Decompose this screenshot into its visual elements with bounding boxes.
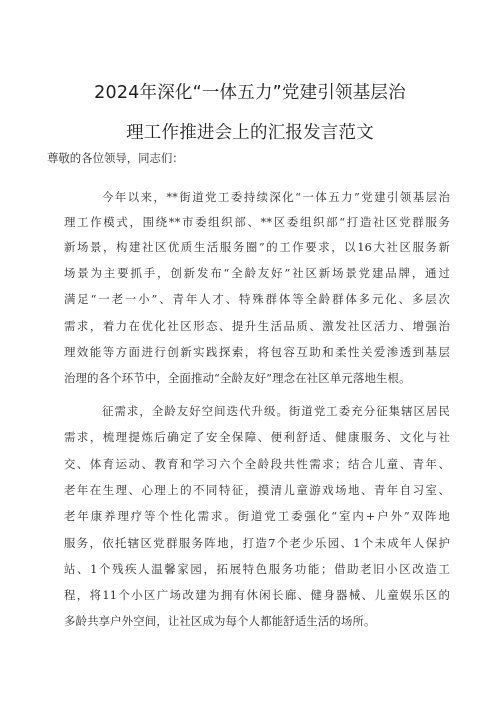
document-title-line-2: 理工作推进会上的汇报发言范文 — [126, 123, 374, 143]
paragraph-1-line: 需求，着力在优化社区形态、提升生活品质、激发社区活力、增强治 — [64, 319, 450, 333]
paragraph-2-line: 站、1个残疾人温馨家园，拓展特色服务功能；借助老旧小区改造工 — [64, 562, 450, 576]
paragraph-2-line: 程，将11个小区广场改建为拥有休闲长廊、健身器械、儿童娱乐区的 — [64, 588, 450, 602]
paragraph-2-line: 交、体育运动、教育和学习六个全龄段共性需求；结合儿童、青年、 — [64, 457, 450, 471]
paragraph-2-line: 老年在生理、心理上的不同特征，摸清儿童游戏场地、青年自习室、 — [64, 483, 450, 497]
paragraph-1-line: 新场景，构建社区优质生活服务圈”的工作要求，以16大社区服务新 — [64, 240, 450, 254]
paragraph-1-line: 今年以来，**街道党工委持续深化“一体五力”党建引领基层治 — [102, 190, 450, 204]
paragraph-1-line: 满足“一老一小”、青年人才、特殊群体等全龄群体多元化、多层次 — [64, 292, 450, 306]
paragraph-2-line: 多龄共享户外空间，让社区成为每个人都能舒适生活的场所。 — [64, 614, 376, 628]
salutation: 尊敬的各位领导，同志们： — [47, 151, 184, 165]
paragraph-1-line: 理效能等方面进行创新实践探索，将包容互助和柔性关爱渗透到基层 — [64, 345, 450, 359]
paragraph-2-line: 老年康养理疗等个性化需求。街道党工委强化“室内+户外”双阵地 — [64, 509, 450, 523]
paragraph-2-line: 征需求，全龄友好空间迭代升级。街道党工委充分征集辖区居民 — [102, 404, 450, 418]
paragraph-1-line: 场景为主要抓手，创新发布“全龄友好”社区新场景党建品牌，通过 — [64, 266, 450, 280]
paragraph-2-line: 服务，依托辖区党群服务阵地，打造7个老少乐园、1个未成年人保护 — [64, 536, 450, 550]
paragraph-1-line: 理工作模式，围绕**市委组织部、**区委组织部“打造社区党群服务 — [64, 215, 450, 229]
paragraph-1-line: 治理的各个环节中，全面推动“全龄友好”理念在社区单元落地生根。 — [64, 371, 411, 385]
paragraph-2-line: 需求，梳理提炼后确定了安全保障、便利舒适、健康服务、文化与社 — [64, 430, 450, 444]
document-title-line-1: 2024年深化“一体五力”党建引领基层治 — [94, 83, 406, 103]
